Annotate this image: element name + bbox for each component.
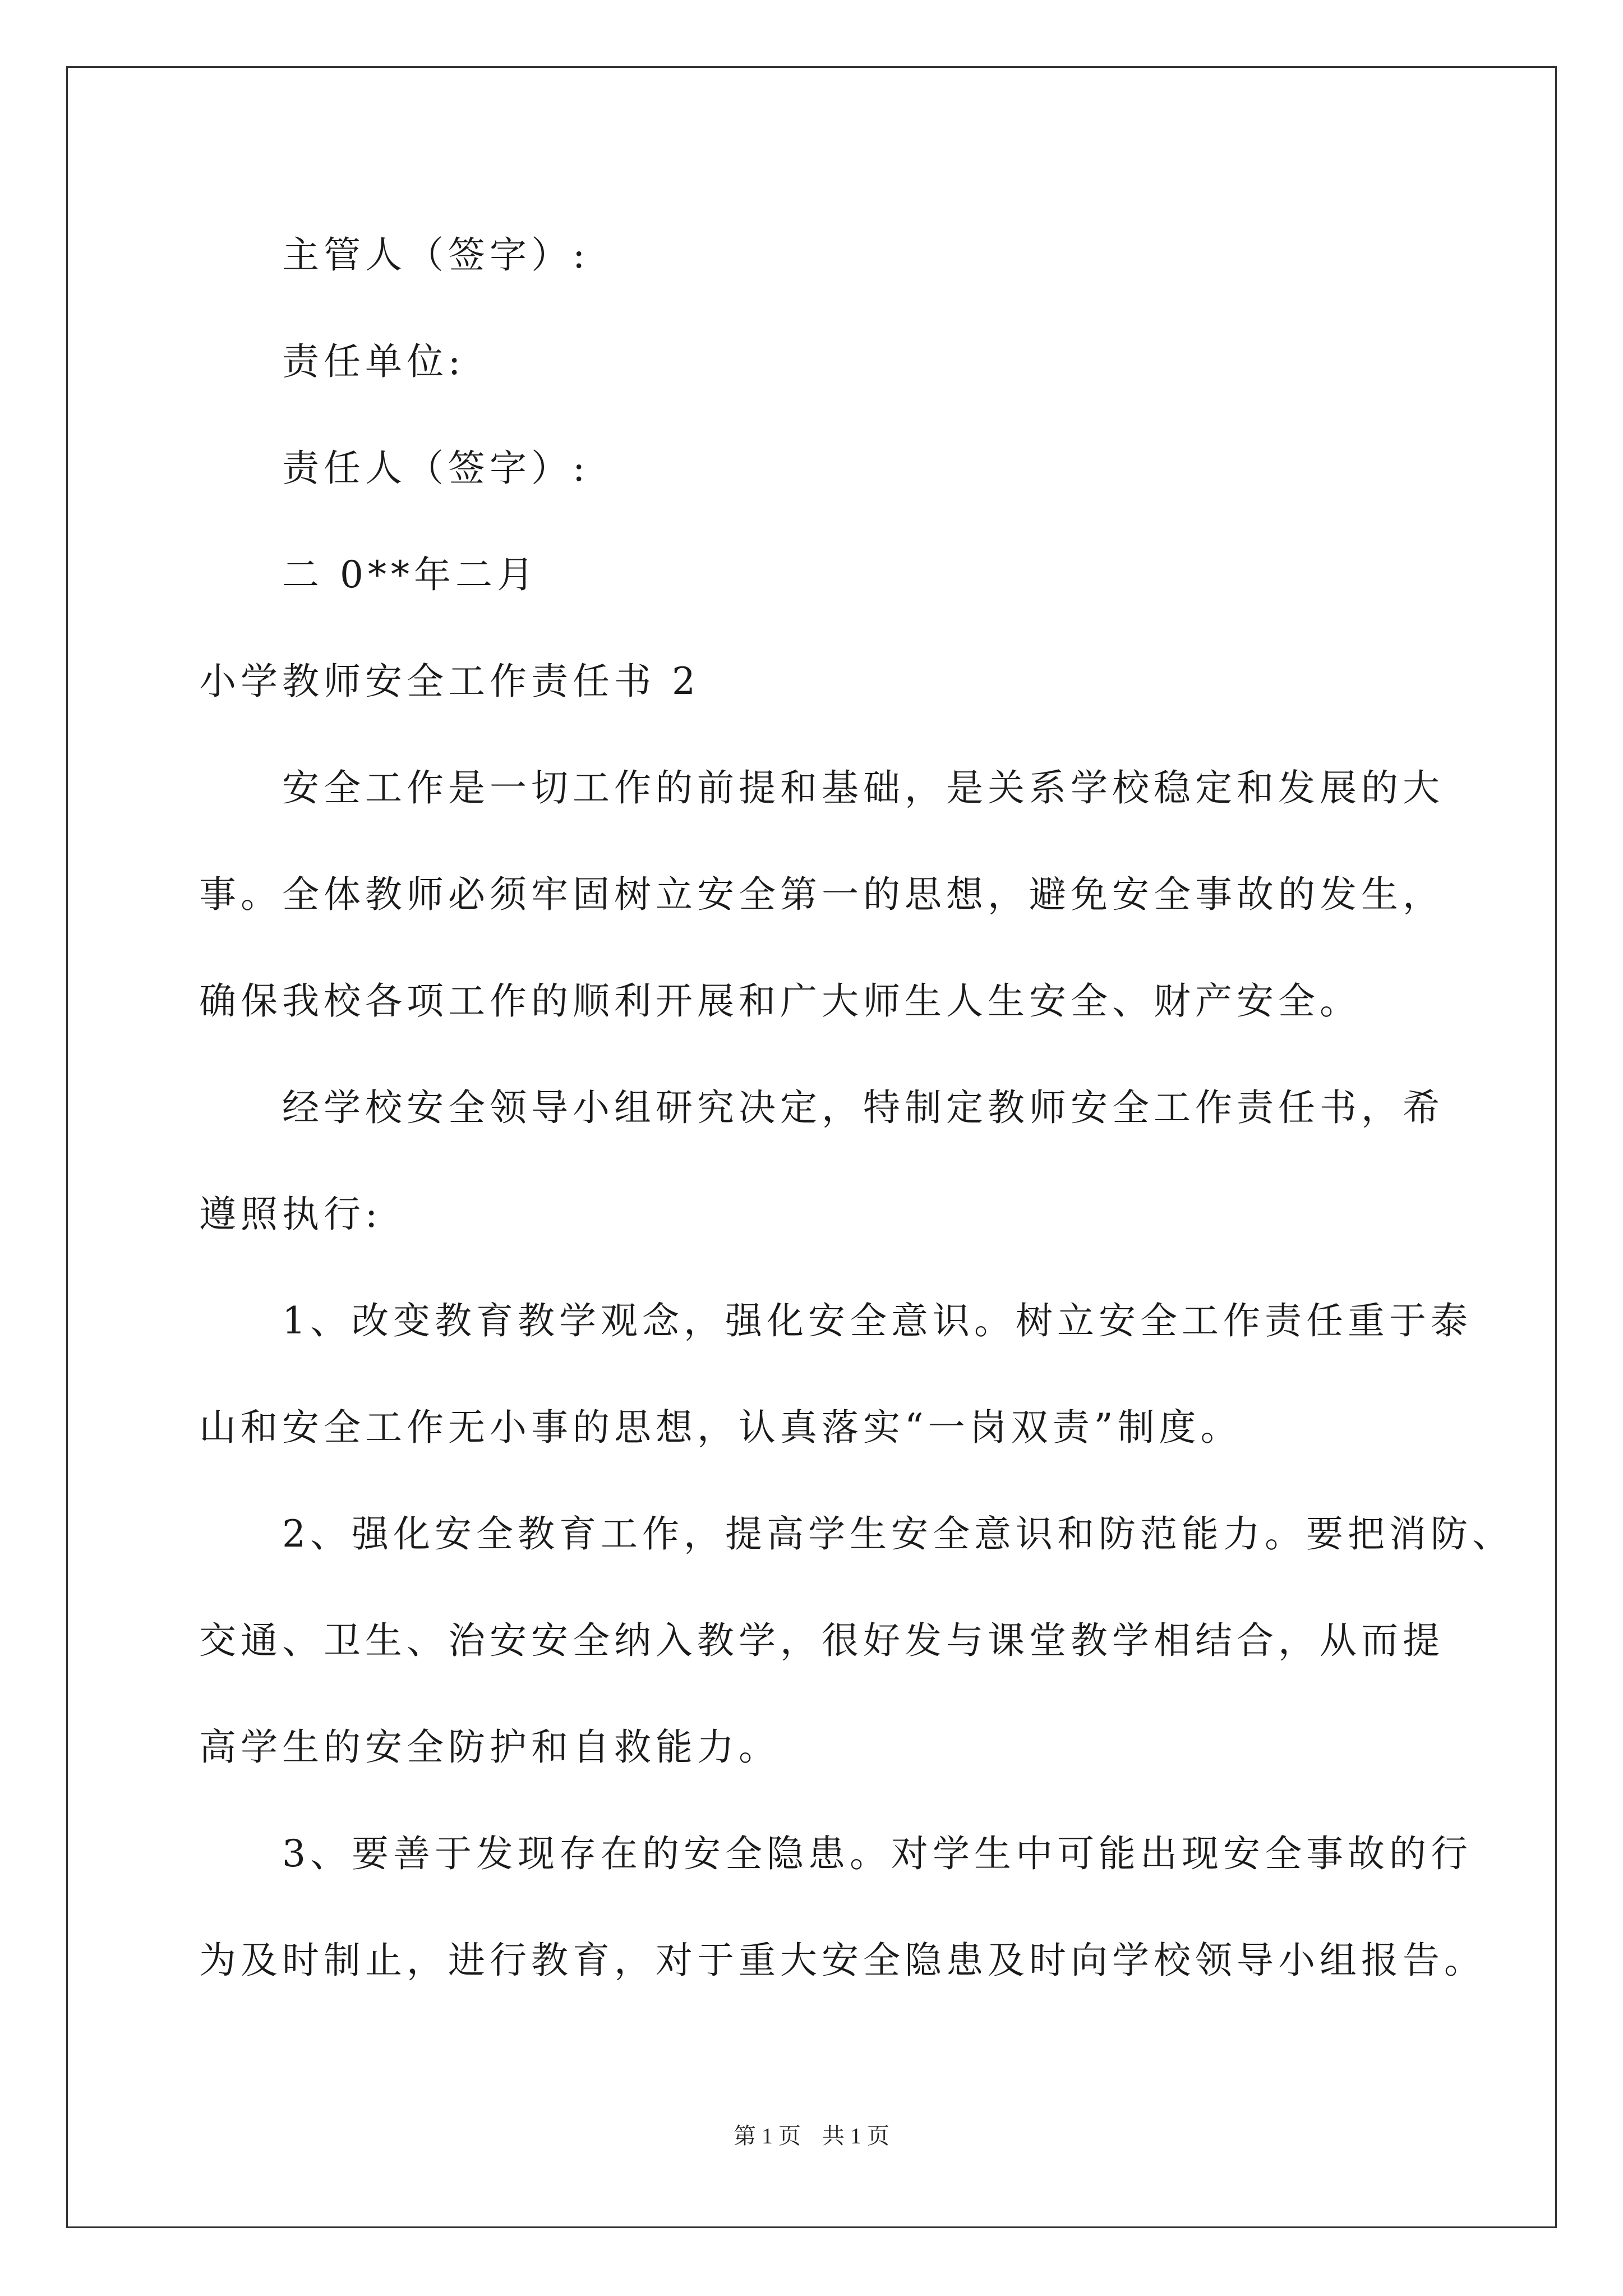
paragraph-line: 山和安全工作无小事的思想，认真落实“一岗双责”制度。 (199, 1406, 1242, 1449)
paragraph-line: 3、要善于发现存在的安全隐患。对学生中可能出现安全事故的行 (282, 1832, 1472, 1875)
paragraph-line: 高学生的安全防护和自救能力。 (199, 1726, 780, 1769)
paragraph-line: 1、改变教育教学观念，强化安全意识。树立安全工作责任重于泰 (282, 1299, 1472, 1342)
paragraph-line: 安全工作是一切工作的前提和基础，是关系学校稳定和发展的大 (282, 766, 1444, 809)
responsible-unit-line: 责任单位: (282, 340, 465, 383)
page-number: 第 1 页 (734, 2123, 801, 2148)
paragraph-line: 交通、卫生、治安安全纳入教学，很好发与课堂教学相结合，从而提 (199, 1619, 1444, 1662)
page-total: 共 1 页 (822, 2123, 889, 2148)
paragraph-line: 遵照执行: (199, 1193, 382, 1236)
responsible-person-signature-line: 责任人（签字）: (282, 447, 590, 490)
section-title: 小学教师安全工作责任书 2 (199, 660, 700, 703)
page-footer (0, 2120, 1623, 2152)
page-border (66, 66, 1557, 2228)
paragraph-line: 为及时制止，进行教育，对于重大安全隐患及时向学校领导小组报告。 (199, 1939, 1486, 1982)
paragraph-line: 经学校安全领导小组研究决定，特制定教师安全工作责任书，希 (282, 1086, 1444, 1129)
paragraph-line: 确保我校各项工作的顺利开展和广大师生人生安全、财产安全。 (199, 979, 1361, 1023)
paragraph-line: 事。全体教师必须牢固树立安全第一的思想，避免安全事故的发生， (199, 873, 1444, 916)
supervisor-signature-line: 主管人（签字）: (282, 233, 590, 277)
date-line: 二 0**年二月 (282, 553, 538, 596)
paragraph-line: 2、强化安全教育工作，提高学生安全意识和防范能力。要把消防、 (282, 1512, 1514, 1556)
